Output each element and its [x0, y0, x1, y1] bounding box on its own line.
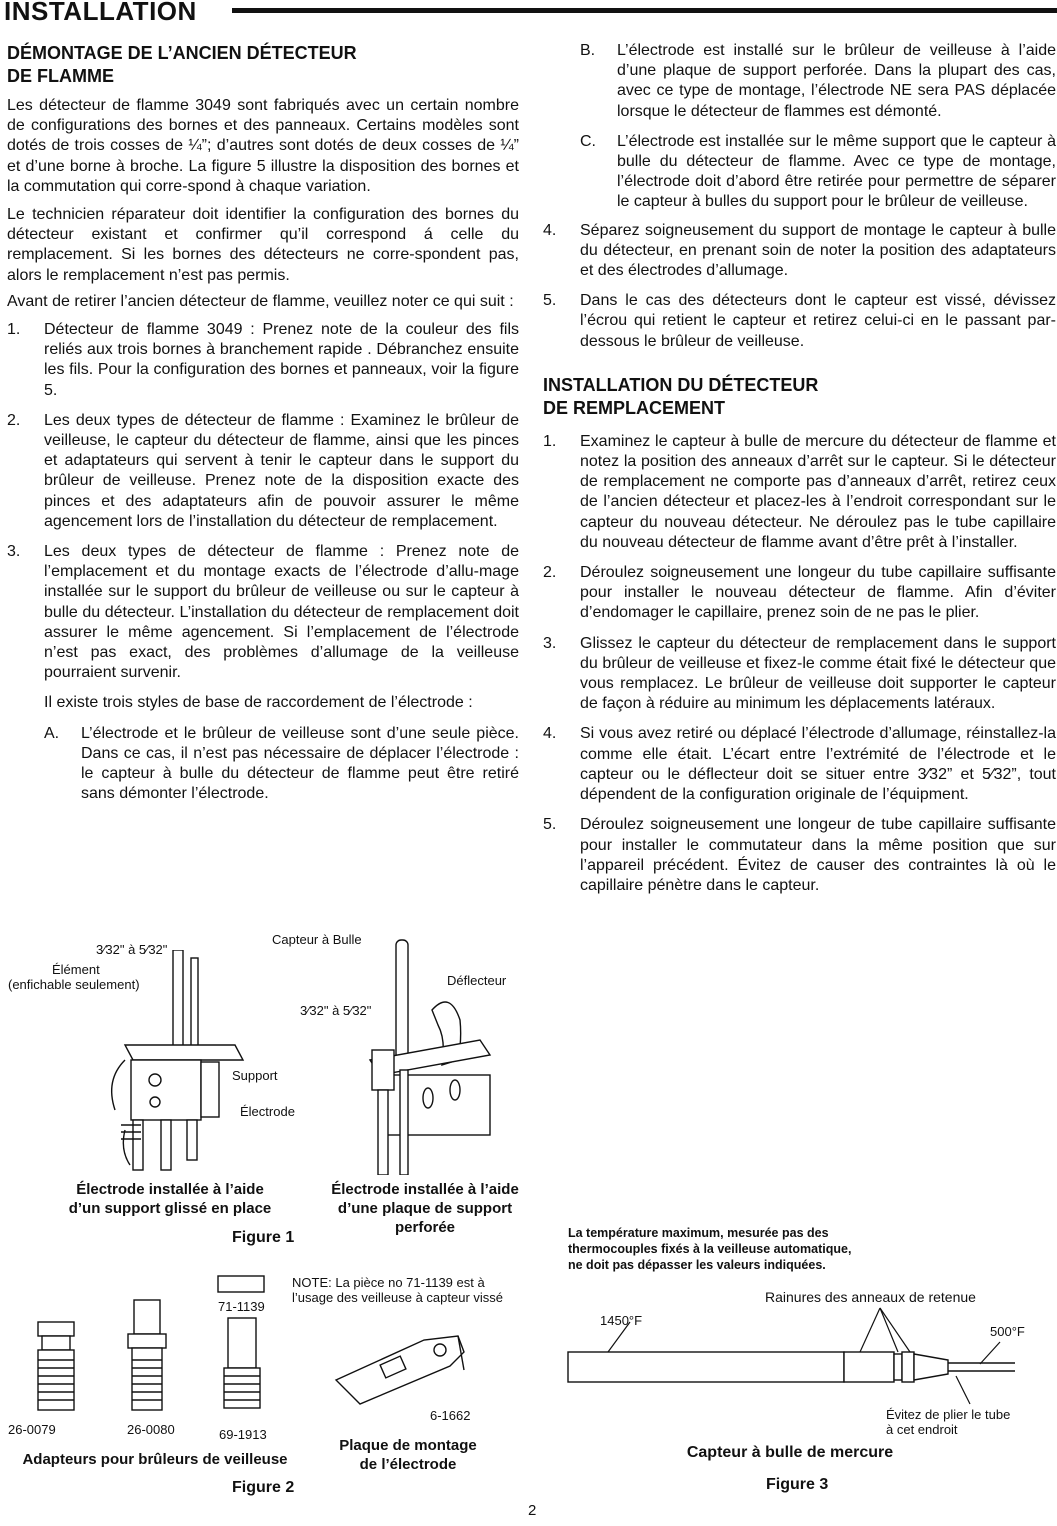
fig2-part-26-0079: 26-0079: [8, 1422, 56, 1437]
page-title: INSTALLATION: [4, 0, 197, 26]
fig3-temp-high: 1450°F: [600, 1313, 643, 1328]
list-item: C. L’électrode est installée sur le même support que le capteur à bulle du détecteur de flamme. Avec ce type de montage, l’électrode doit d’abord être retirée pour permettre de séparer le capteur à bulles du support pour le brûleur de veilleuse.: [580, 132, 1056, 211]
list-item: 4. Si vous avez retiré ou déplacé l’électrode d’allumage, réinstallez-la comme elle était. L’écart entre l’extrémité de l’électrode et le capteur ou le déflecteur doit se situer entre 3⁄32” et 5⁄32”, tout dépendent de la configuration originale de l’équipment.: [543, 725, 1056, 804]
fig2-part-71-1139: 71-1139: [218, 1299, 265, 1314]
page-number: 2: [528, 1502, 537, 1519]
list-item: 4. Séparez soigneusement du support de montage le capteur à bulle du détecteur, en prenant soin de noter la position des adaptateurs et des électrodes d’allumage.: [543, 221, 1056, 280]
figure3-sensor-illustration: [560, 1300, 1020, 1410]
fig2-part-69-1913: 69-1913: [219, 1427, 267, 1442]
list-item: A. L’électrode et le brûleur de veilleuse sont d’une seule pièce. Dans ce cas, il n’est pas nécessaire de déplacer l’électrode : le capteur à bulle du détecteur de flamme peut être retiré sans démonter l’électrode.: [44, 724, 519, 803]
fig3-bend-label: Évitez de plier le tube à cet endroit: [886, 1407, 1011, 1437]
fig3-temp-low: 500°F: [990, 1324, 1025, 1339]
styles-intro: Il existe trois styles de base de raccordement de l’électrode :: [44, 694, 473, 712]
paragraph: Le technicien réparateur doit identifier la configuration des bornes du détecteur existant et confirmer qu’il correspond á celle du remplacement. Si les bornes des détecteurs ne corre-spondent pas, alors le remplacement n’est pas permis.: [7, 206, 519, 284]
fig2-part-6-1662: 6-1662: [430, 1408, 471, 1423]
list-item: 3. Les deux types de détecteur de flamme : Prenez note de l’emplacement et du montage exacts de l’électrode d’allu-mage installée sur le support du brûleur de veilleuse ou sur le capteur à bulle du détecteur. L’installation du détecteur de remplacement doit assurer le même agencement. Si l’emplacement de l’électrode n’est pas exact, des problèmes d’allumage de la veilleuse pourraient survenir.: [7, 543, 519, 682]
figure2-title: Figure 2: [232, 1479, 295, 1496]
figure2-plate-illustration: [330, 1330, 480, 1410]
fig1-gap-label-right: 3⁄32" à 5⁄32": [300, 1003, 372, 1018]
fig1-gap-label-left: 3⁄32" à 5⁄32": [96, 942, 168, 957]
section-heading-removal: DÉMONTAGE DE L’ANCIEN DÉTECTEUR DE FLAMME: [7, 43, 357, 86]
fig3-grooves-label: Rainures des anneaux de retenue: [765, 1289, 976, 1305]
list-item: 3. Glissez le capteur du détecteur de remplacement dans le support du brûleur de veilleuse et fixez-le comme était fixé le détecteur que vous remplacez. Le brûleur de veilleuse doit supporter le capteur de façon à réduire au minimum les déplacements latéraux.: [543, 634, 1056, 713]
fig1-caption-left: Électrode installée à l’aide d’un support glissé en place: [68, 1181, 272, 1217]
fig1-element-label: Élément (enfichable seulement): [8, 962, 140, 992]
fig1-caption-right: Électrode installée à l’aide d’une plaque de support perforée: [331, 1181, 519, 1236]
list-item: 5. Déroulez soigneusement une longeur de tube capillaire suffisante pour installer le commutateur dans la même position que sur l’appareil précédent. Évitez de causer des contraintes là où le capillaire pénètre dans le capteur.: [543, 816, 1056, 894]
list-item: 2. Déroulez soigneusement une longeur du tube capillaire suffisante pour installer le nouveau détecteur de flamme. Afin d’éviter d’endomager le capillaire, prenez soin de ne pas le plier.: [543, 564, 1056, 622]
fig1-capteur-label: Capteur à Bulle: [272, 932, 362, 947]
sub-list: [44, 724, 519, 805]
list-item: 1. Détecteur de flamme 3049 : Prenez note de la couleur des fils reliés aux trois bornes à branchement rapide . Débranchez ensuite les fils. Pour la configuration des bornes et panneaux, voir la figure 5.: [7, 321, 519, 399]
section-heading-install: INSTALLATION DU DÉTECTEUR DE REMPLACEMENT: [543, 374, 819, 418]
list-item: 5. Dans le cas des détecteurs dont le capteur est vissé, dévissez l’écrou qui retient le capteur et retirez celui-ci en le passant par-dessous le brûleur de veilleuse.: [543, 292, 1056, 350]
fig2-caption-plate: Plaque de montage de l’électrode: [339, 1437, 477, 1473]
figure3-title: Figure 3: [766, 1476, 829, 1493]
fig2-note: NOTE: La pièce no 71-1139 est à l’usage des veilleuse à capteur vissé: [292, 1275, 504, 1305]
fig1-support-label: Support: [232, 1068, 278, 1083]
left-column: [7, 42, 519, 805]
list-item: 1. Examinez le capteur à bulle de mercure du détecteur de flamme et notez la position des anneaux d’arrêt sur le capteur. Si le détecteur de remplacement ne comporte pas d’anneaux d’arrêt, retirez ceux de l’ancien détecteur et placez-les à l’endroit correspondant sur le capteur du nouveau détecteur. Ne déroulez pas le tube capillaire du nouveau détecteur de flamme avant d’être prêt à l’installer.: [543, 432, 1056, 551]
list-item: 2. Les deux types de détecteur de flamme : Examinez le brûleur de veilleuse, le capteur du détecteur de flamme, ainsi que les pinces et adaptateurs qui servent à tenir le capteur dans le support du brûleur de veilleuse. Prenez note de la disposition exacte des pinces et des adaptateurs afin de pouvoir assurer le même agencement lors de l’installation du détecteur de remplacement.: [7, 411, 519, 530]
fig3-note: La température maximum, mesurée pas des thermocouples fixés à la veilleuse automatique, ne doit pas dépasser les valeurs indiquées.: [568, 1226, 852, 1272]
title-rule: [232, 8, 1057, 13]
list-item: B. L’électrode est installé sur le brûleur de veilleuse à l’aide d’une plaque de support perforée. Dans la plupart des cas, avec ce type de montage, l’électrode NE sera PAS déplacée lorsque le détecteur de flammes est démonté.: [580, 42, 1056, 120]
figure1-title: Figure 1: [232, 1229, 295, 1246]
fig1-electrode-label: Électrode: [240, 1104, 295, 1119]
fig2-caption-adapters: Adapteurs pour brûleurs de veilleuse: [22, 1451, 288, 1468]
fig2-part-26-0080: 26-0080: [127, 1422, 175, 1437]
sub-list: [580, 41, 1056, 213]
paragraph: Les détecteur de flamme 3049 sont fabriqués avec un certain nombre de configurations des bornes et des panneaux. Certains modèles sont dotés de trois cosses de ¼”; d’autres sont dotés de deux cosses de ¼” et d’une borne à broche. La figure 5 illustre la disposition des bornes et la commutation qui corre-spond à chaque variation.: [7, 97, 519, 195]
figure2-adapters-illustration: [28, 1272, 278, 1422]
fig3-caption: Capteur à bulle de mercure: [686, 1444, 894, 1461]
figure1-right-illustration: [350, 930, 500, 1175]
paragraph: Avant de retirer l’ancien détecteur de flamme, veuillez noter ce qui suit :: [7, 292, 514, 310]
fig1-deflecteur-label: Déflecteur: [447, 973, 507, 988]
right-column: [543, 42, 1056, 896]
